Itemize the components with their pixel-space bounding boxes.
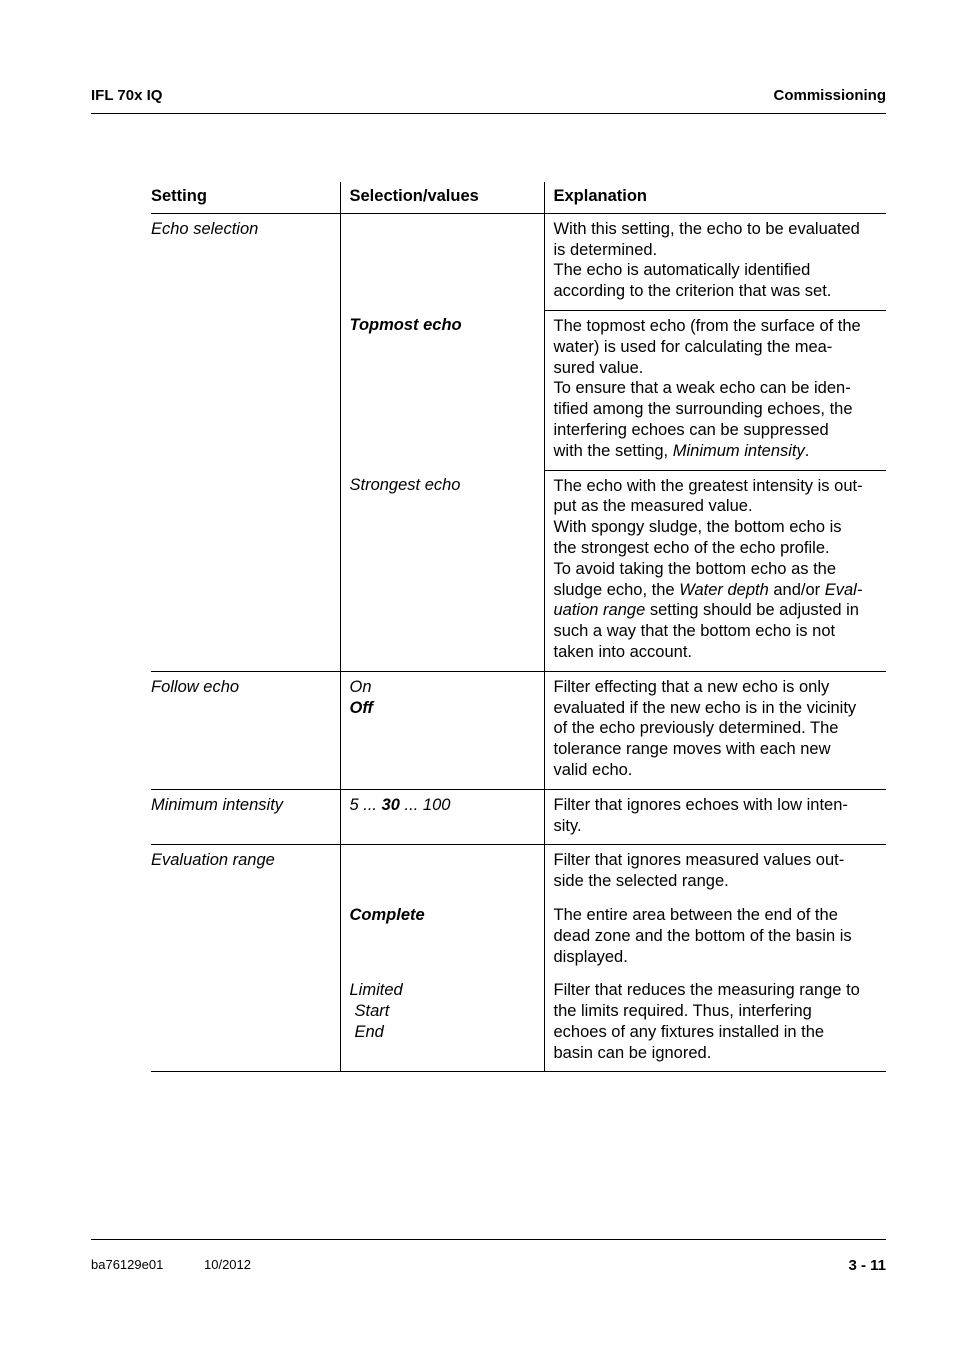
table-row — [151, 845, 886, 900]
column-header-selection: Selection/values — [340, 182, 544, 213]
explanation-line: The topmost echo (from the surface of the — [553, 316, 861, 335]
explanation-line: dead zone and the bottom of the basin is — [553, 926, 852, 945]
explanation — [544, 671, 886, 789]
explanation-line: Filter effecting that a new echo is only — [553, 677, 830, 696]
text-run: sludge echo, the — [553, 580, 680, 599]
running-header-title: IFL 70x IQ — [91, 87, 163, 104]
table-row — [151, 213, 886, 310]
setting-reference: Minimum intensity — [672, 441, 805, 460]
setting-reference: Water depth — [679, 580, 769, 599]
explanation-line — [554, 441, 879, 462]
table-row — [151, 789, 886, 845]
option-end: End — [354, 1022, 384, 1041]
explanation-line: such a way that the bottom echo is not — [553, 622, 836, 641]
selection-value: Complete — [340, 900, 544, 975]
explanation-line: With this setting, the echo to be evaluated — [553, 219, 860, 238]
setting-name: Evaluation range — [151, 845, 340, 1072]
explanation — [544, 213, 886, 310]
setting-reference: uation range — [553, 601, 646, 620]
explanation-line: tolerance range moves with each new — [553, 740, 831, 759]
option-off-default: Off — [349, 698, 374, 717]
selection-value — [340, 975, 544, 1072]
selection-value: Strongest echo — [340, 470, 544, 671]
setting-name: Minimum intensity — [151, 789, 340, 845]
explanation — [544, 900, 886, 975]
range-min: 5 ... — [349, 795, 382, 814]
range-max: ... 100 — [399, 795, 451, 814]
explanation-line: of the echo previously determined. The — [553, 719, 839, 738]
explanation-line: the limits required. Thus, interfering — [553, 1002, 812, 1021]
explanation-line: With spongy sludge, the bottom echo is — [553, 518, 842, 537]
explanation-line: water) is used for calculating the mea- — [553, 337, 833, 356]
selection-value — [340, 845, 544, 900]
explanation-line: side the selected range. — [553, 872, 729, 891]
text-run: and/or — [768, 580, 825, 599]
explanation-line: the strongest echo of the echo profile. — [553, 538, 830, 557]
explanation-line: sured value. — [553, 358, 644, 377]
text-run: with the setting, — [553, 441, 673, 460]
table-header-row — [151, 182, 886, 213]
explanation-line: according to the criterion that was set. — [553, 282, 832, 301]
explanation-line: evaluated if the new echo is in the vicinity — [553, 698, 857, 717]
explanation-line: Filter that ignores measured values out- — [553, 851, 845, 870]
footer-date: 10/2012 — [204, 1257, 251, 1272]
option-on: On — [349, 677, 372, 696]
explanation-line: basin can be ignored. — [553, 1043, 712, 1062]
selection-value — [340, 789, 544, 845]
setting-name: Follow echo — [151, 671, 340, 789]
explanation — [544, 975, 886, 1072]
selection-value — [340, 213, 544, 310]
footer-rule — [91, 1239, 886, 1240]
settings-table — [151, 182, 886, 1072]
explanation-line: tified among the surrounding echoes, the — [553, 400, 853, 419]
selection-value — [340, 671, 544, 789]
explanation-line: echoes of any fixtures installed in the — [553, 1022, 825, 1041]
explanation — [544, 845, 886, 900]
text-run: setting should be adjusted in — [645, 601, 859, 620]
explanation — [544, 789, 886, 845]
explanation-line: The entire area between the end of the — [553, 905, 838, 924]
option-limited: Limited — [349, 981, 403, 1000]
table-row — [151, 671, 886, 789]
selection-value: Topmost echo — [340, 310, 544, 470]
explanation-line: To avoid taking the bottom echo as the — [553, 559, 837, 578]
explanation-line: displayed. — [553, 947, 628, 966]
footer-document-id: ba76129e01 — [91, 1257, 164, 1272]
explanation-line: Filter that reduces the measuring range to — [553, 981, 860, 1000]
range-default: 30 — [381, 795, 400, 814]
explanation-line: The echo with the greatest intensity is out- — [553, 476, 863, 495]
explanation-line: valid echo. — [553, 760, 633, 779]
explanation — [544, 310, 886, 470]
explanation-line: interfering echoes can be suppressed — [553, 420, 829, 439]
explanation — [544, 470, 886, 671]
explanation-line — [554, 600, 879, 621]
explanation-line: sity. — [553, 816, 582, 835]
column-header-explanation: Explanation — [544, 182, 886, 213]
header-rule — [91, 113, 886, 114]
explanation-line: To ensure that a weak echo can be iden- — [553, 379, 851, 398]
explanation-line — [554, 580, 879, 601]
column-header-setting: Setting — [151, 182, 340, 213]
explanation-line: Filter that ignores echoes with low inten- — [553, 795, 848, 814]
explanation-line: put as the measured value. — [553, 497, 753, 516]
setting-reference: Eval- — [824, 580, 863, 599]
page-number: 3 - 11 — [848, 1257, 886, 1274]
explanation-line: The echo is automatically identified — [553, 261, 811, 280]
running-header-section: Commissioning — [773, 87, 886, 104]
explanation-line: taken into account. — [553, 642, 693, 661]
explanation-line: is determined. — [553, 240, 658, 259]
option-start: Start — [354, 1002, 390, 1021]
setting-name: Echo selection — [151, 213, 340, 671]
text-run: . — [804, 441, 810, 460]
